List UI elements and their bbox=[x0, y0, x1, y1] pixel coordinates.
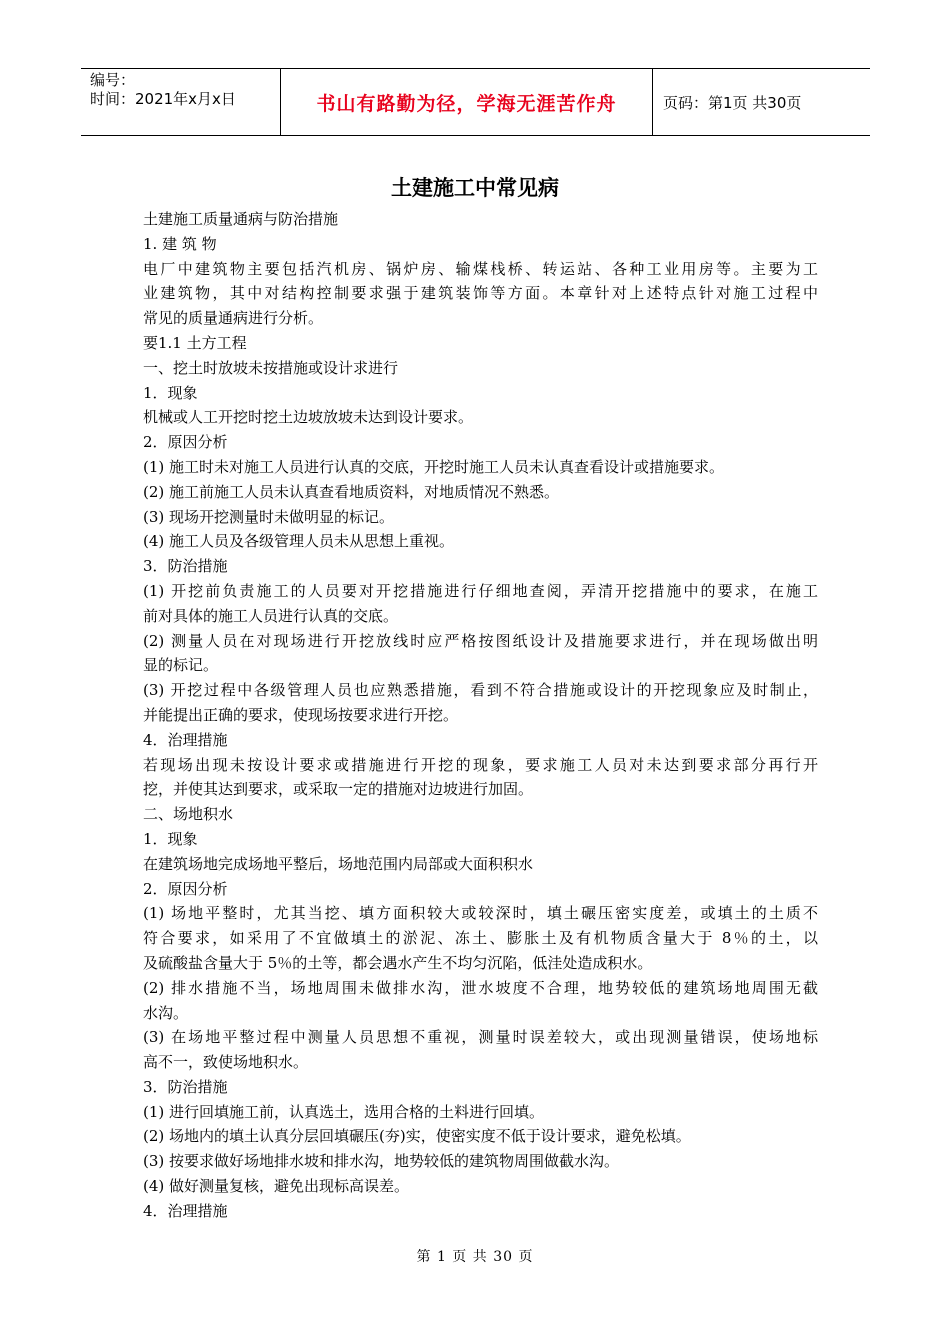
body-line: 符合要求，如采用了不宜做填土的淤泥、冻土、膨胀土及有机物质含量大于 8％的土，以 bbox=[143, 929, 818, 948]
body-line: 业建筑物，其中对结构控制要求强于建筑装饰等方面。本章针对上述特点针对施工过程中 bbox=[143, 284, 818, 303]
body-line: 1．现象 bbox=[143, 383, 198, 402]
body-line: 1．现象 bbox=[143, 829, 198, 848]
body-line: (4) 施工人员及各级管理人员未从思想上重视。 bbox=[143, 532, 455, 551]
header-meta bbox=[81, 69, 280, 135]
body-line: (2) 施工前施工人员未认真查看地质资料，对地质情况不熟悉。 bbox=[143, 482, 560, 501]
body-line: (1) 场地平整时，尤其当挖、填方面积较大或较深时，填土碾压密实度差，或填土的土质不 bbox=[143, 904, 818, 923]
body-line: 要1.1 土方工程 bbox=[143, 333, 247, 352]
body-line: 一、挖土时放坡未按措施或设计求进行 bbox=[143, 358, 399, 377]
body-line: (2) 场地内的填土认真分层回填碾压(夯)实，使密实度不低于设计要求，避免松填。 bbox=[143, 1127, 691, 1146]
body-line: 2．原因分析 bbox=[143, 879, 228, 898]
body-line: (2) 测量人员在对现场进行开挖放线时应严格按图纸设计及措施要求进行，并在现场做出明 bbox=[143, 631, 818, 650]
body-line: 1. 建 筑 物 bbox=[143, 234, 217, 253]
body-line: 挖，并使其达到要求，或采取一定的措施对边坡进行加固。 bbox=[143, 780, 534, 799]
body-line: 4．治理措施 bbox=[143, 1201, 228, 1220]
body-line: 显的标记。 bbox=[143, 656, 219, 675]
body-line: (3) 按要求做好场地排水坡和排水沟，地势较低的建筑物周围做截水沟。 bbox=[143, 1152, 620, 1171]
body-line: (4) 做好测量复核，避免出现标高误差。 bbox=[143, 1177, 410, 1196]
body-line: (3) 在场地平整过程中测量人员思想不重视，测量时误差较大，或出现测量错误，使场地标 bbox=[143, 1028, 818, 1047]
body-line: 土建施工质量通病与防治措施 bbox=[143, 210, 339, 228]
body-line: 若现场出现未按设计要求或措施进行开挖的现象，要求施工人员对未达到要求部分再行开 bbox=[143, 755, 818, 774]
body-line: (1) 开挖前负责施工的人员要对开挖措施进行仔细地查阅，弄清开挖措施中的要求，在施工 bbox=[143, 581, 818, 600]
body-line: (3) 开挖过程中各级管理人员也应熟悉措施，看到不符合措施或设计的开挖现象应及时制止， bbox=[143, 681, 818, 700]
body-line: 及硫酸盐含量大于 5％的土等，都会遇水产生不均匀沉陷，低洼处造成积水。 bbox=[143, 953, 653, 972]
page-info: 页码：第1页 共30页 bbox=[663, 93, 802, 112]
body-line: 4．治理措施 bbox=[143, 730, 228, 749]
body-line: 高不一，致使场地积水。 bbox=[143, 1053, 309, 1072]
motto: 书山有路勤为径，学海无涯苦作舟 bbox=[280, 69, 653, 135]
page-header bbox=[81, 68, 870, 136]
body-line: (2) 排水措施不当，场地周围未做排水沟，泄水坡度不合理，地势较低的建筑场地周围无截 bbox=[143, 978, 818, 997]
body-line: (1) 施工时未对施工人员进行认真的交底，开挖时施工人员未认真查看设计或措施要求。 bbox=[143, 457, 725, 476]
body-line: 2．原因分析 bbox=[143, 433, 228, 452]
body-line: 水沟。 bbox=[143, 1003, 189, 1022]
page-footer: 第 1 页 共 30 页 bbox=[416, 1249, 534, 1265]
body-line: (3) 现场开挖测量时未做明显的标记。 bbox=[143, 507, 395, 526]
body-line: 并能提出正确的要求，使现场按要求进行开挖。 bbox=[143, 705, 459, 724]
body-line: 二、场地积水 bbox=[143, 805, 234, 824]
body-line: 3．防治措施 bbox=[143, 557, 228, 576]
body-line: 前对具体的施工人员进行认真的交底。 bbox=[143, 606, 399, 625]
body-line: (1) 进行回填施工前，认真选土，选用合格的土料进行回填。 bbox=[143, 1102, 545, 1121]
document-body bbox=[143, 207, 818, 1224]
number-label: 编号： bbox=[90, 71, 136, 89]
body-line: 在建筑场地完成场地平整后，场地范围内局部或大面积积水 bbox=[143, 854, 534, 873]
body-line: 电厂中建筑物主要包括汽机房、锅炉房、输煤栈桥、转运站、各种工业用房等。主要为工 bbox=[143, 259, 818, 278]
document-title: 土建施工中常见病 bbox=[391, 175, 559, 200]
body-line: 常见的质量通病进行分析。 bbox=[143, 309, 324, 328]
date-label: 时间：2021年x月x日 bbox=[90, 90, 236, 108]
body-line: 3．防治措施 bbox=[143, 1077, 228, 1096]
body-line: 机械或人工开挖时挖土边坡放坡未达到设计要求。 bbox=[143, 408, 474, 427]
